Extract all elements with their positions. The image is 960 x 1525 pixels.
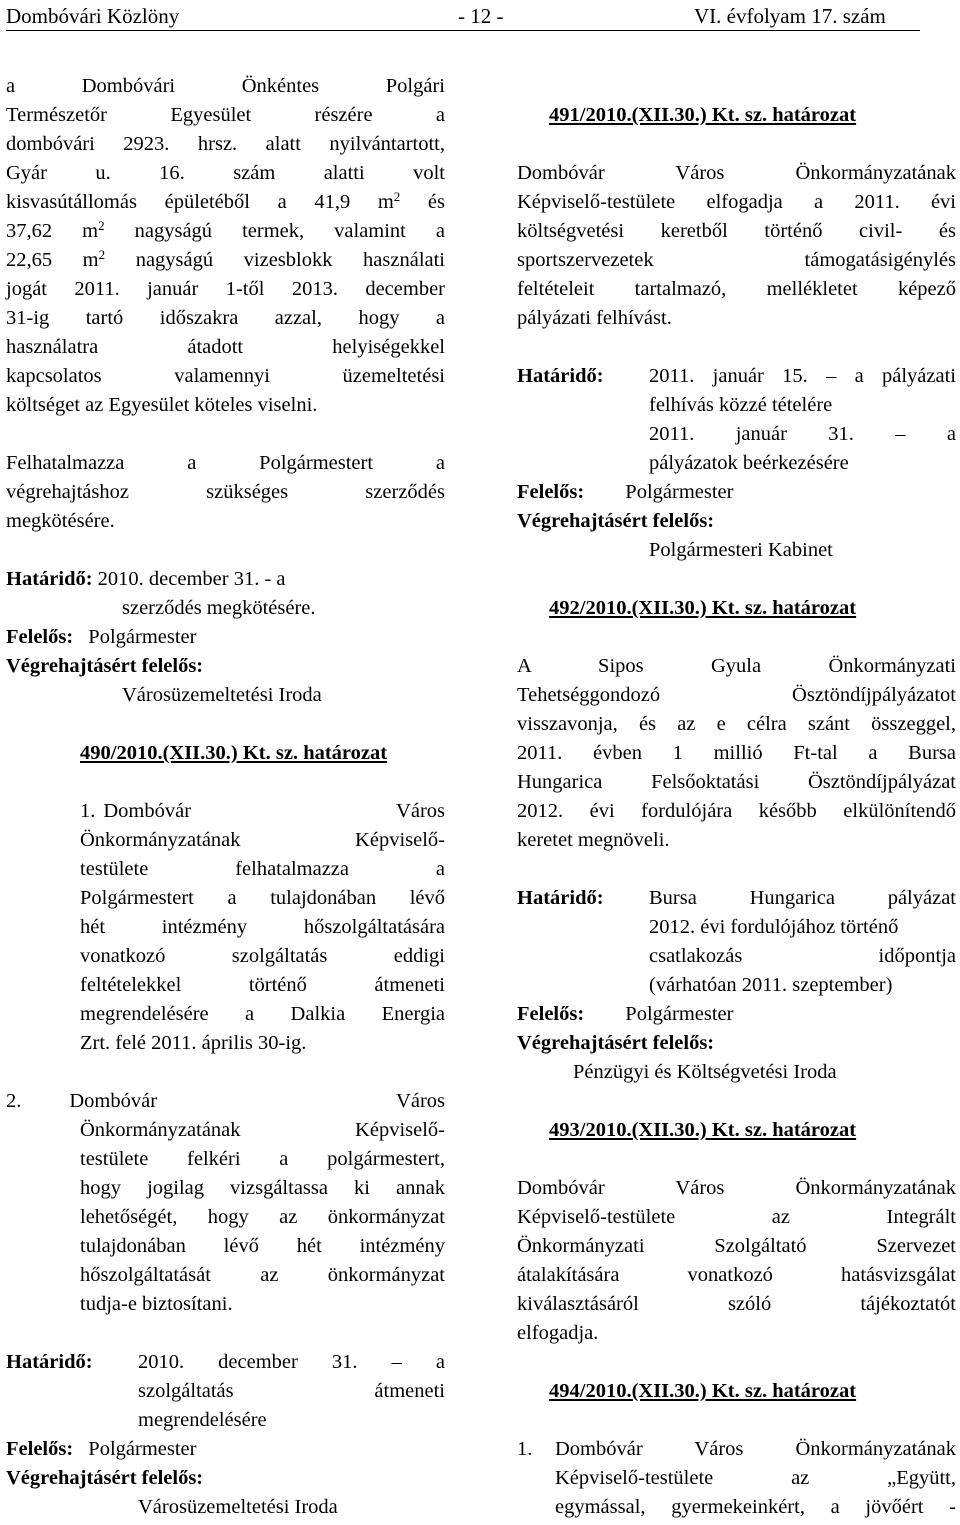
deadline-block — [6, 565, 445, 710]
deadline-label: Határidő: — [517, 887, 604, 909]
text-line: kisvasútállomás épületéből a 41,9 $m^2$ és — [6, 189, 446, 213]
text-line: Dombóvár Város Önkormányzatának — [517, 1177, 956, 1199]
text-line: Természetőr Egyesület részére a — [6, 104, 445, 126]
text-line: megrendelésére a Dalkia Energia — [80, 1003, 445, 1025]
text-line: 37,62 $m^2$ nagyságú termek, valamint a — [6, 218, 446, 242]
text-line: kiválasztásáról szóló tájékoztatót — [517, 1293, 956, 1315]
text-line: jogát 2011. január 1-től 2013. december — [6, 278, 445, 300]
text-line: feltételeit tartalmazó, mellékletet képező — [517, 278, 956, 300]
deadline-line: felhívás közzé tételére — [649, 394, 833, 416]
text-line: megkötésére. — [6, 510, 115, 532]
resolution-title-492: 492/2010.(XII.30.) Kt. sz. határozat — [549, 597, 857, 619]
text-line: Dombóvár Város — [103, 800, 445, 822]
text-line: hőszolgáltatását az önkormányzat — [80, 1264, 445, 1286]
text-line: Felhatalmazza a Polgármestert a — [6, 452, 445, 474]
responsible-line: Felelős: Polgármester — [6, 1438, 197, 1460]
responsible-line: Felelős: Polgármester — [517, 481, 734, 503]
text-line: egymással, gyermekeinkért, a jövőért - — [555, 1496, 956, 1518]
right-column — [517, 101, 956, 1522]
text-line: 2011. évben 1 millió Ft-tal a Bursa — [517, 742, 956, 764]
text-line: a Dombóvári Önkéntes Polgári — [6, 75, 445, 97]
text-line: költségvetési keretből történő civil- és — [517, 220, 956, 242]
deadline-line: csatlakozás időpontja — [649, 945, 956, 967]
text-line: visszavonja, és az e célra szánt összeggel, — [517, 713, 956, 735]
text-line: végrehajtáshoz szükséges szerződés — [6, 481, 445, 503]
list-item — [6, 797, 445, 826]
responsible-line: Felelős: Polgármester — [517, 1003, 734, 1025]
deadline-block — [6, 1348, 445, 1522]
page-header — [6, 2, 920, 31]
exec-value: Pénzügyi és Költségvetési Iroda — [573, 1061, 837, 1083]
text-line: Képviselő-testülete elfogadja a 2011. évi — [517, 191, 956, 213]
text-line: Képviselő-testülete az Integrált — [517, 1206, 956, 1228]
text-line: testülete felkéri a polgármestert, — [80, 1148, 445, 1170]
resolution-title-491: 491/2010.(XII.30.) Kt. sz. határozat — [549, 104, 857, 126]
text-line: keretet megnöveli. — [517, 829, 670, 851]
text-line: átalakítására vonatkozó hatásvizsgálat — [517, 1264, 956, 1286]
exec-label: Végrehajtásért felelős: — [517, 510, 715, 532]
text-line: Önkormányzatának Képviselő- — [80, 1119, 445, 1141]
text-line: Zrt. felé 2011. április 30-ig. — [80, 1032, 307, 1054]
text-line: Dombóvár Város — [69, 1090, 445, 1112]
text-line: A Sipos Gyula Önkormányzati — [517, 655, 956, 677]
text-line: tudja-e biztosítani. — [80, 1293, 233, 1315]
deadline-label: Határidő: — [517, 365, 604, 387]
item-number: 1. — [80, 800, 96, 822]
text-line: Dombóvár Város Önkormányzatának — [517, 162, 956, 184]
resolution-title-493: 493/2010.(XII.30.) Kt. sz. határozat — [549, 1119, 857, 1141]
deadline-line: pályázatok beérkezésére — [649, 452, 849, 474]
resolution-title-494: 494/2010.(XII.30.) Kt. sz. határozat — [549, 1380, 857, 1402]
resolution-title-490: 490/2010.(XII.30.) Kt. sz. határozat — [80, 742, 388, 764]
deadline-label: Határidő: — [6, 568, 93, 590]
header-publication: Dombóvári Közlöny — [6, 4, 180, 28]
text-line: Önkormányzatának Képviselő- — [80, 829, 445, 851]
text-line: Dombóvár Város Önkormányzatának — [555, 1438, 956, 1460]
exec-label: Végrehajtásért felelős: — [6, 1467, 204, 1489]
header-page-number: - 12 - — [458, 4, 504, 28]
text-line: 2012. évi fordulójára később elkülönítendő — [517, 800, 956, 822]
deadline-label: Határidő: — [6, 1351, 93, 1373]
text-line: lehetőségét, hogy az önkormányzat — [80, 1206, 445, 1228]
exec-label: Végrehajtásért felelős: — [6, 655, 204, 677]
deadline-line: megrendelésére — [138, 1409, 267, 1431]
text-line: Gyár u. 16. szám alatti volt — [6, 162, 445, 184]
text-line: tulajdonában lévő hét intézmény — [80, 1235, 445, 1257]
authorization-paragraph — [6, 449, 445, 536]
responsible-line: Felelős: Polgármester — [6, 626, 197, 648]
exec-value: Városüzemeltetési Iroda — [122, 684, 322, 706]
text-line: költséget az Egyesület köteles viselni. — [6, 394, 318, 416]
text-line: testülete felhatalmazza a — [80, 858, 445, 880]
text-line: hogy jogilag vizsgáltassa ki annak — [80, 1177, 445, 1199]
deadline-line: szerződés megkötésére. — [122, 597, 316, 619]
text-line: elfogadja. — [517, 1322, 599, 1344]
item-number: 1. — [517, 1438, 533, 1460]
exec-value: Polgármesteri Kabinet — [649, 539, 833, 561]
exec-value: Városüzemeltetési Iroda — [138, 1496, 338, 1518]
text-line: 31-ig tartó időszakra azzal, hogy a — [6, 307, 445, 329]
text-line: hét intézmény hőszolgáltatására — [80, 916, 445, 938]
deadline-line: Határidő: Bursa Hungarica pályázat — [517, 884, 956, 913]
item-number: 2. — [6, 1090, 22, 1112]
text-line: Képviselő-testülete az „Együtt, — [555, 1467, 956, 1489]
text-line: sportszervezetek támogatásigénylés — [517, 249, 956, 271]
deadline-line: Határidő: 2010. december 31. – a — [6, 1348, 445, 1377]
text-line: dombóvári 2923. hrsz. alatt nyilvántartott, — [6, 133, 445, 155]
header-issue: VI. évfolyam 17. szám — [694, 4, 886, 28]
text-line: vonatkozó szolgáltatás eddigi — [80, 945, 445, 967]
deadline-line: 2011. január 31. – a — [649, 423, 956, 445]
text-line: 22,65 $m^2$ nagyságú vizesblokk használati — [6, 247, 446, 271]
deadline-line: Határidő: 2011. január 15. – a pályázati — [517, 362, 956, 391]
deadline-line: szolgáltatás átmeneti — [138, 1380, 445, 1402]
text-line: pályázati felhívást. — [517, 307, 672, 329]
text-line: Polgármestert a tulajdonában lévő — [80, 887, 445, 909]
left-column — [6, 72, 445, 1522]
text-line: kapcsolatos valamennyi üzemeltetési — [6, 365, 445, 387]
text-line: Önkormányzati Szolgáltató Szervezet — [517, 1235, 956, 1257]
deadline-line: (várhatóan 2011. szeptember) — [649, 974, 893, 996]
text-line: feltételekkel történő átmeneti — [80, 974, 445, 996]
list-item — [517, 1435, 956, 1464]
deadline-line: Határidő: 2010. december 31. - a — [6, 568, 286, 590]
text-line: Hungarica Felsőoktatási Ösztöndíjpályázat — [517, 771, 956, 793]
list-item — [6, 1087, 445, 1116]
lease-paragraph — [6, 72, 445, 420]
deadline-line: 2012. évi fordulójához történő — [649, 916, 899, 938]
text-line: Tehetséggondozó Ösztöndíjpályázatot — [517, 684, 956, 706]
exec-label: Végrehajtásért felelős: — [517, 1032, 715, 1054]
text-line: használatra átadott helyiségekkel — [6, 336, 445, 358]
